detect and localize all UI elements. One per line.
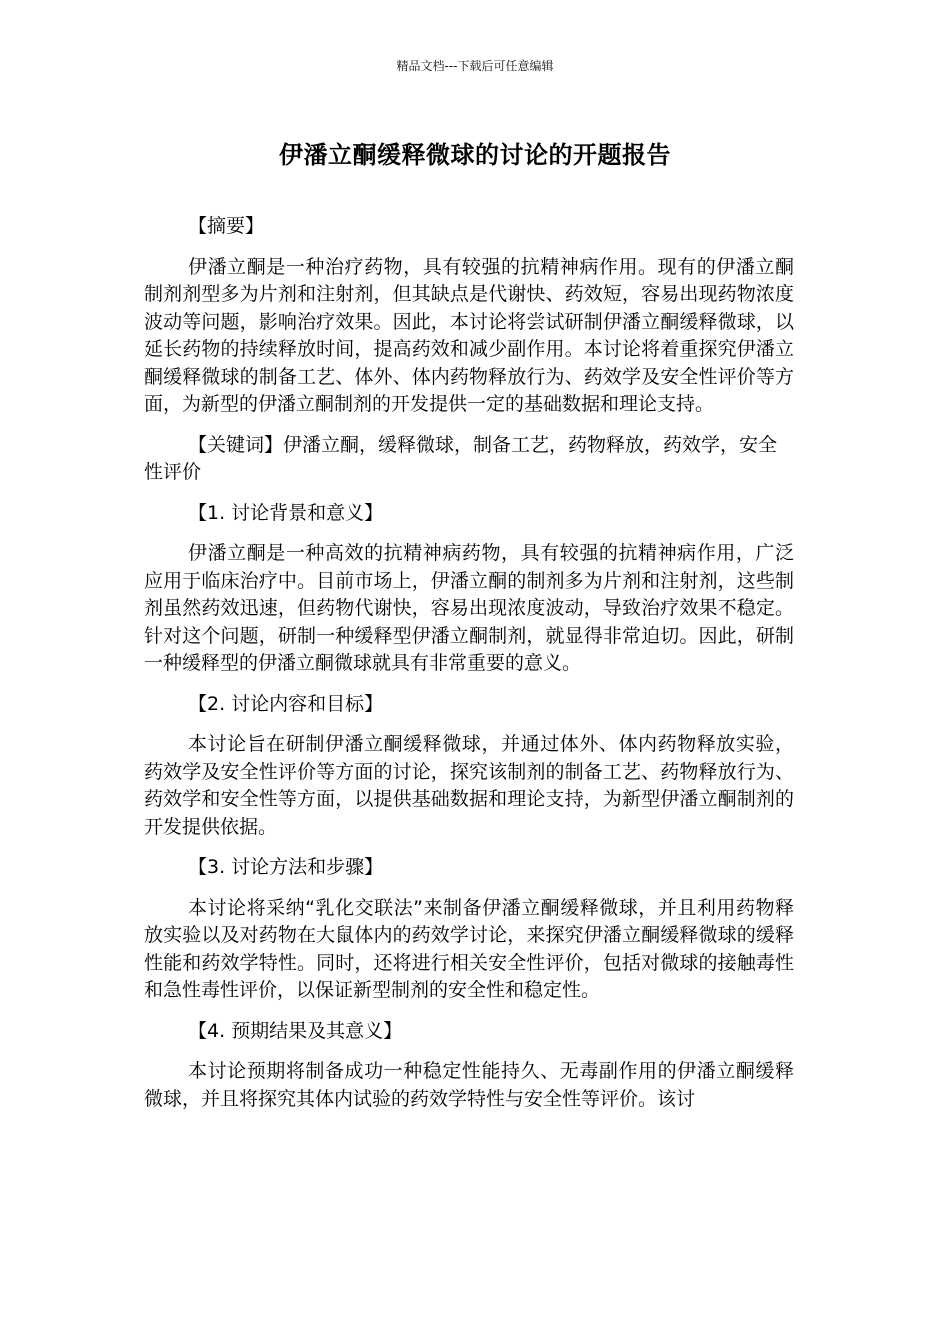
header-note: 精品文档---下载后可任意编辑: [396, 59, 554, 73]
expected-results-heading: 【4. 预期结果及其意义】: [188, 1019, 403, 1042]
methods-paragraph: 本讨论将采纳“乳化交联法”来制备伊潘立酮缓释微球，并且利用药物释放实验以及对药物在大鼠体内的药效学讨论，来探究伊潘立酮缓释微球的缓释性能和药效学特性。同时，还将进行相关安全性评价，包括对微球的接触毒性和急性毒性评价，以保证新型制剂的安全性和稳定性。: [144, 896, 794, 1001]
expected-results-paragraph: 本讨论预期将制备成功一种稳定性能持久、无毒副作用的伊潘立酮缓释微球，并且将探究其体内试验的药效学特性与安全性等评价。该讨: [144, 1060, 794, 1110]
methods-heading: 【3. 讨论方法和步骤】: [188, 856, 384, 878]
content-goals-heading: 【2. 讨论内容和目标】: [188, 692, 384, 715]
document-title: 伊潘立酮缓释微球的讨论的开题报告: [279, 141, 671, 169]
background-paragraph: 伊潘立酮是一种高效的抗精神病药物，具有较强的抗精神病作用，广泛应用于临床治疗中。目前市场上，伊潘立酮的制剂多为片剂和注射剂，这些制剂虽然药效迅速，但药物代谢快，容易出现浓度波动，导致治疗效果不稳定。针对这个问题，研制一种缓释型伊潘立酮制剂，就显得非常迫切。因此，研制一种缓释型的伊潘立酮微球就具有非常重要的意义。: [144, 542, 794, 674]
keywords-label: 【关键词】: [188, 433, 284, 456]
abstract-heading: 【摘要】: [188, 215, 265, 237]
background-heading: 【1. 讨论背景和意义】: [188, 501, 384, 524]
keywords-paragraph: [144, 432, 794, 487]
content-goals-paragraph: 本讨论旨在研制伊潘立酮缓释微球，并通过体外、体内药物释放实验，药效学及安全性评价等方面的讨论，探究该制剂的制备工艺、药物释放行为、药效学和安全性等方面，以提供基础数据和理论支持，为新型伊潘立酮制剂的开发提供依据。: [144, 733, 794, 838]
document-body: [144, 213, 794, 1126]
abstract-paragraph: 伊潘立酮是一种治疗药物，具有较强的抗精神病作用。现有的伊潘立酮制剂剂型多为片剂和注射剂，但其缺点是代谢快、药效短，容易出现药物浓度波动等问题，影响治疗效果。因此，本讨论将尝试研制伊潘立酮缓释微球，以延长药物的持续释放时间，提高药效和减少副作用。本讨论将着重探究伊潘立酮缓释微球的制备工艺、体外、体内药物释放行为、药效学及安全性评价等方面，为新型的伊潘立酮制剂的开发提供一定的基础数据和理论支持。: [144, 255, 794, 415]
keywords-text: 伊潘立酮，缓释微球，制备工艺，药物释放，药效学，安全性评价: [144, 433, 778, 483]
